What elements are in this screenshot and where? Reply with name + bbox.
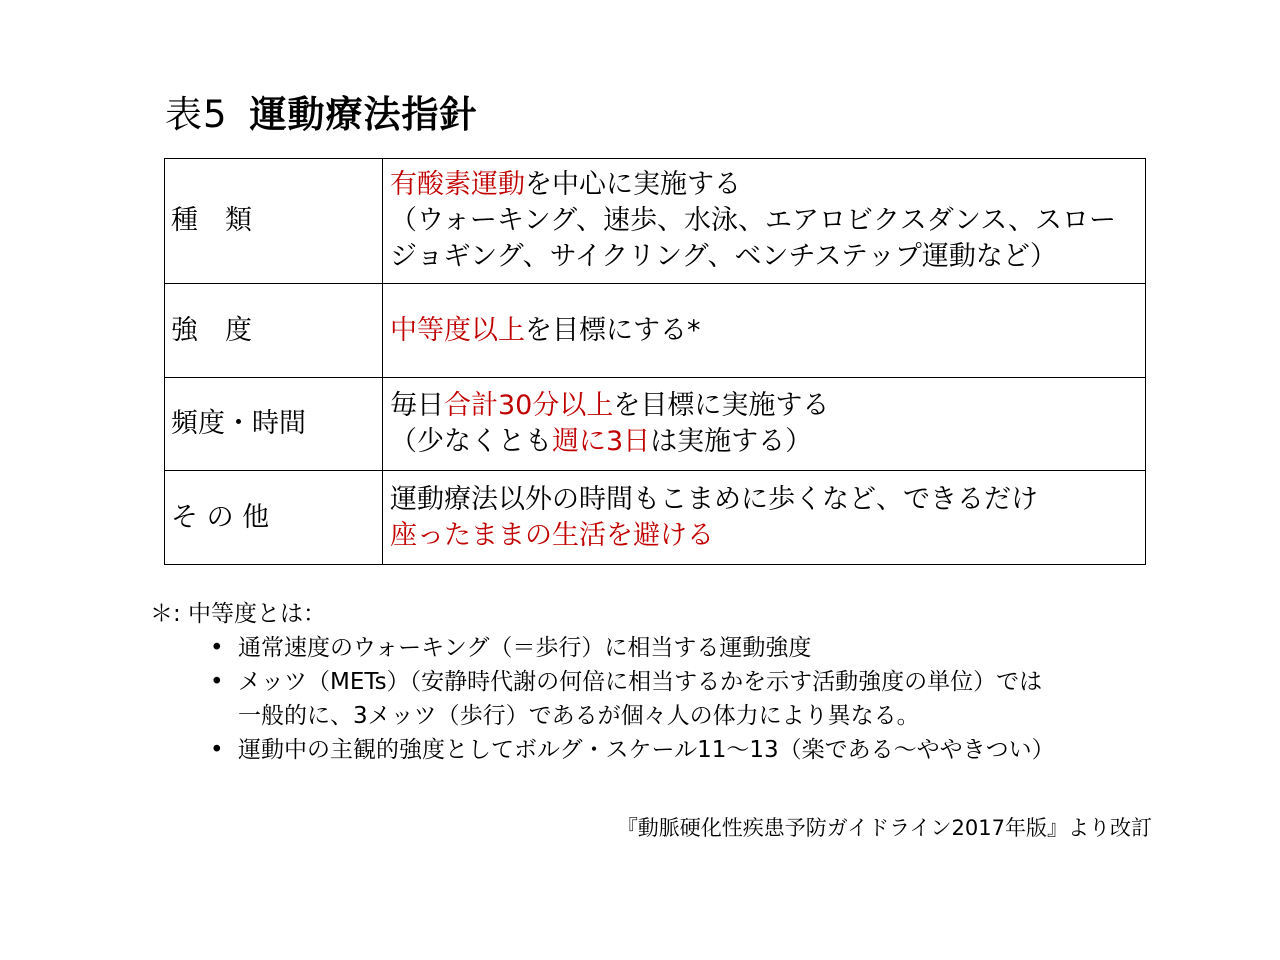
row-content (383, 284, 1146, 378)
content-text: を中心に実施する (525, 169, 741, 200)
footnotes (150, 597, 1055, 767)
content-text: （少なくとも (390, 426, 552, 457)
bullet-icon: • (210, 669, 224, 695)
highlighted-text: 中等度以上 (390, 314, 525, 346)
bullet-icon: • (210, 737, 224, 763)
content-line (390, 239, 1145, 275)
row-label: 強 度 (165, 284, 383, 378)
highlighted-text: 座ったままの生活を避ける (390, 519, 714, 551)
content-line (390, 482, 1145, 518)
content-text: は実施する） (650, 426, 813, 457)
guideline-table (164, 158, 1146, 565)
source-citation: 『動脈硬化性疾患予防ガイドライン2017年版』より改訂 (616, 816, 1152, 840)
content-line (390, 313, 1145, 349)
row-content (383, 471, 1146, 565)
table-row (165, 378, 1146, 471)
footnote-item (210, 665, 1055, 733)
bullet-icon: • (210, 635, 224, 661)
content-text: 毎日 (390, 390, 444, 421)
row-label: そ の 他 (165, 471, 383, 565)
footnote-text: 運動中の主観的強度としてボルグ・スケール11～13（楽である～ややきつい） (238, 737, 1055, 763)
table-number: 表5 (165, 93, 228, 136)
content-text: を目標にする* (525, 314, 701, 346)
footnote-text: 一般的に、3メッツ（歩行）であるが個々人の体力により異なる。 (238, 703, 920, 729)
footnote-text: 通常速度のウォーキング（＝歩行）に相当する運動強度 (238, 635, 812, 661)
content-line (390, 518, 1145, 554)
content-text: ジョギング、サイクリング、ベンチステップ運動など） (390, 241, 1057, 272)
row-label: 種 類 (165, 159, 383, 284)
table-row (165, 159, 1146, 284)
content-text: を目標に実施する (613, 390, 830, 421)
footnote-text: メッツ（METs）（安静時代謝の何倍に相当するかを示す活動強度の単位）では (238, 669, 1043, 695)
footnote-item (210, 631, 1055, 665)
row-label: 頻度・時間 (165, 378, 383, 471)
row-content (383, 378, 1146, 471)
title-text: 運動療法指針 (249, 93, 478, 136)
table-row (165, 471, 1146, 565)
row-content (383, 159, 1146, 284)
footnote-list (150, 631, 1055, 767)
highlighted-text: 合計30分以上 (444, 390, 614, 421)
highlighted-text: 週に3日 (552, 426, 651, 457)
content-text: （ウォーキング、速歩、水泳、エアロビクスダンス、スロー (390, 205, 1117, 236)
content-text: 運動療法以外の時間もこまめに歩くなど、できるだけ (390, 483, 1038, 515)
content-line (390, 388, 1145, 424)
table-row (165, 284, 1146, 378)
content-line (390, 167, 1145, 203)
content-line (390, 203, 1145, 239)
footnote-heading: ＊: 中等度とは： (150, 601, 327, 627)
slide-title (165, 93, 478, 137)
highlighted-text: 有酸素運動 (390, 169, 525, 200)
footnote-item (210, 733, 1055, 767)
content-line (390, 424, 1145, 460)
